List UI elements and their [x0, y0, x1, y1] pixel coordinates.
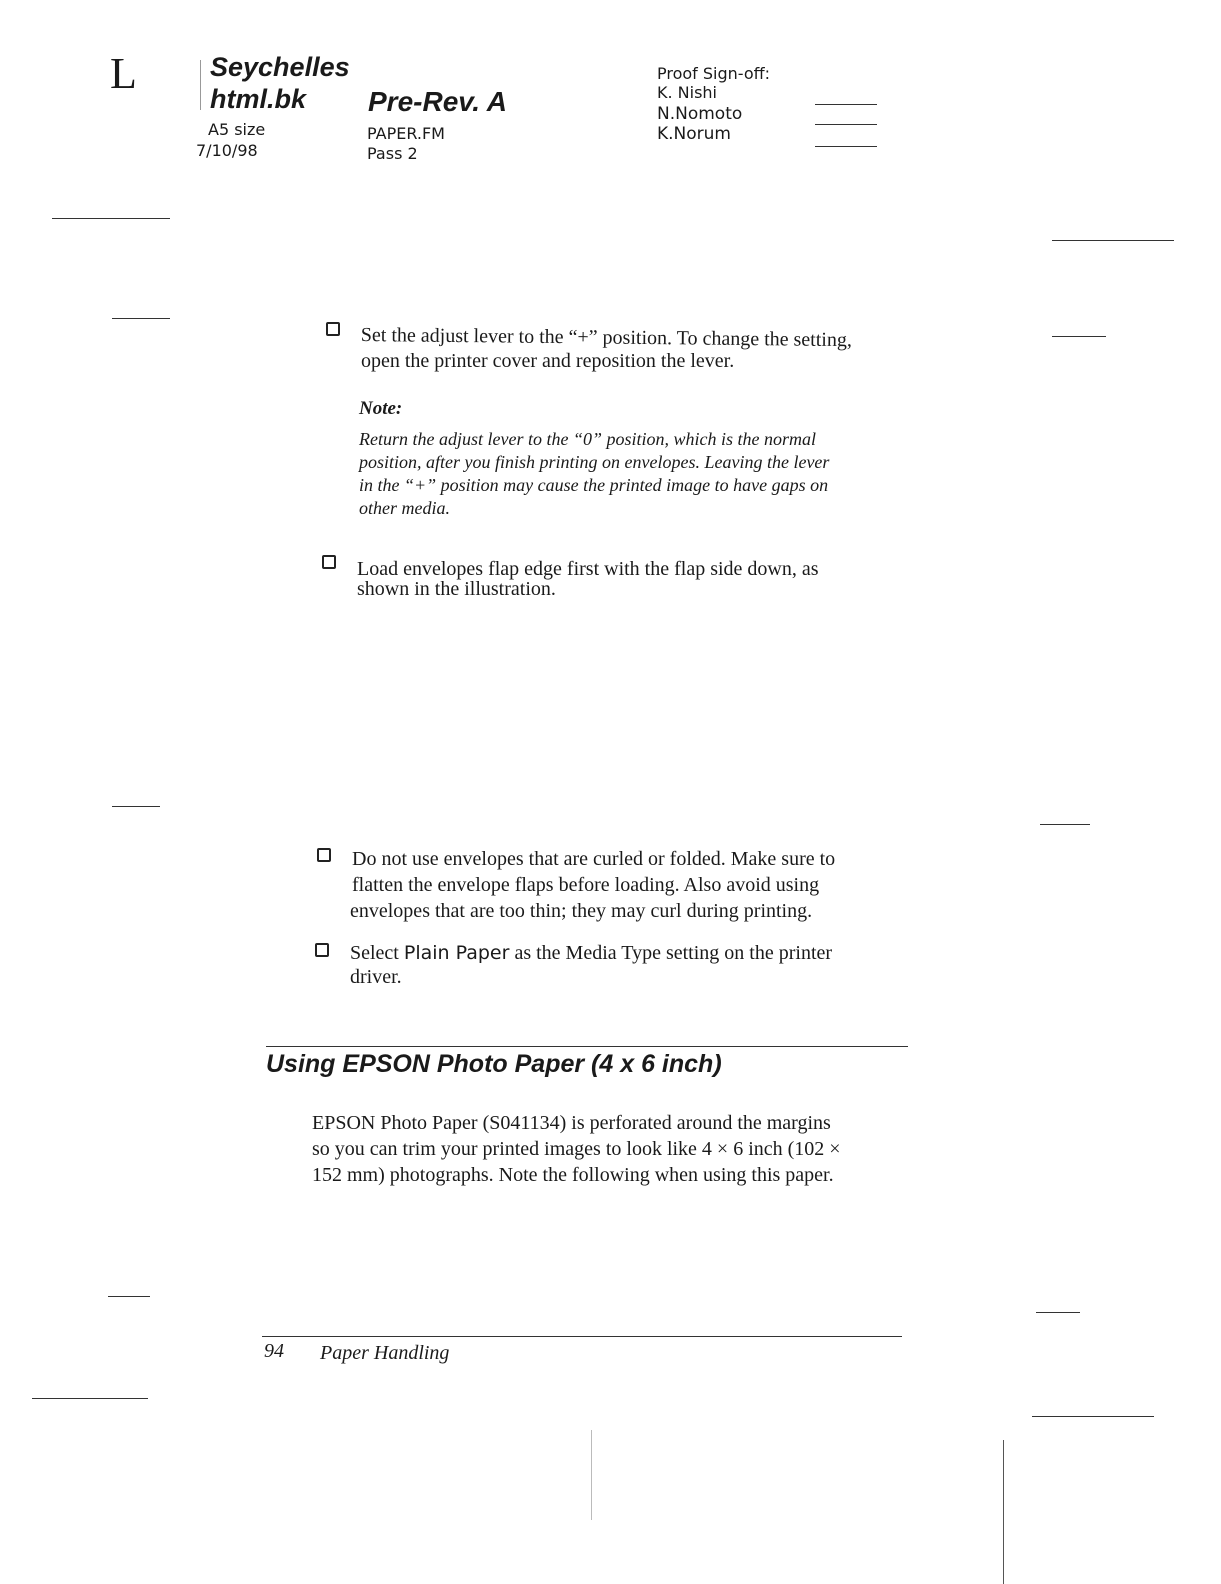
bullet-text-part: as the Media Type setting on the printer	[509, 942, 833, 964]
signoff-name: K. Nishi	[657, 83, 717, 102]
crop-mark	[1036, 1312, 1080, 1313]
bullet-text: Set the adjust lever to the “+” position. To change the setting,	[360, 323, 853, 352]
bullet-text: open the printer cover and reposition the lever.	[361, 350, 735, 372]
signoff-line	[815, 146, 877, 147]
signoff-name: N.Nomoto	[657, 104, 743, 124]
checkbox-bullet-icon	[326, 322, 340, 336]
signoff-line	[815, 104, 877, 105]
book-file: html.bk	[210, 84, 307, 114]
crop-mark	[1052, 336, 1106, 337]
crop-mark	[1040, 824, 1090, 825]
crop-mark	[52, 218, 170, 219]
crop-mark	[112, 318, 170, 319]
book-name: Seychelles	[210, 52, 350, 82]
header-divider	[200, 60, 201, 110]
corner-letter: L	[110, 49, 137, 98]
crop-mark	[32, 1398, 148, 1399]
section-heading: Using EPSON Photo Paper (4 x 6 inch)	[266, 1050, 722, 1078]
bullet-text: Load envelopes flap edge first with the flap side down, as	[357, 558, 819, 580]
crop-mark-vertical	[591, 1430, 592, 1520]
crop-mark	[1052, 240, 1174, 241]
page-number: 94	[264, 1340, 284, 1362]
bullet-text: flatten the envelope flaps before loading. Also avoid using	[352, 874, 820, 896]
bullet-text	[350, 940, 832, 966]
paper-size: A5 size	[208, 120, 266, 139]
section-paragraph-line: so you can trim your printed images to look like 4 × 6 inch (102 ×	[312, 1138, 841, 1160]
signoff-line	[815, 124, 877, 125]
ui-term: Plain Paper	[403, 942, 510, 964]
section-rule	[266, 1046, 908, 1047]
note-line: position, after you finish printing on envelopes. Leaving the lever	[359, 452, 830, 472]
bullet-text: shown in the illustration.	[357, 578, 556, 600]
bullet-text: Do not use envelopes that are curled or folded. Make sure to	[352, 848, 836, 870]
footer-rule	[262, 1336, 902, 1337]
checkbox-bullet-icon	[315, 943, 329, 957]
crop-mark-vertical	[1003, 1440, 1004, 1584]
signoff-title: Proof Sign-off:	[657, 64, 771, 83]
note-line: Return the adjust lever to the “0” position, which is the normal	[359, 429, 816, 449]
crop-mark	[1032, 1416, 1154, 1417]
note-line: in the “+” position may cause the printed image to have gaps on	[359, 475, 829, 495]
pass-label: Pass 2	[367, 144, 418, 163]
checkbox-bullet-icon	[317, 848, 331, 862]
revision: Pre-Rev. A	[368, 86, 508, 117]
bullet-text: envelopes that are too thin; they may curl during printing.	[350, 900, 813, 922]
note-label: Note:	[359, 398, 403, 419]
crop-mark	[108, 1296, 150, 1297]
bullet-text-part: Select	[350, 942, 404, 964]
bullet-text: driver.	[350, 966, 402, 988]
doc-date: 7/10/98	[196, 141, 258, 160]
section-paragraph-line: EPSON Photo Paper (S041134) is perforated around the margins	[312, 1112, 831, 1134]
section-paragraph-line: 152 mm) photographs. Note the following when using this paper.	[312, 1164, 834, 1186]
chapter-title: Paper Handling	[320, 1342, 450, 1364]
source-file: PAPER.FM	[367, 124, 445, 143]
crop-mark	[112, 806, 160, 807]
signoff-name: K.Norum	[657, 124, 731, 144]
note-line: other media.	[359, 498, 450, 518]
checkbox-bullet-icon	[322, 555, 336, 569]
